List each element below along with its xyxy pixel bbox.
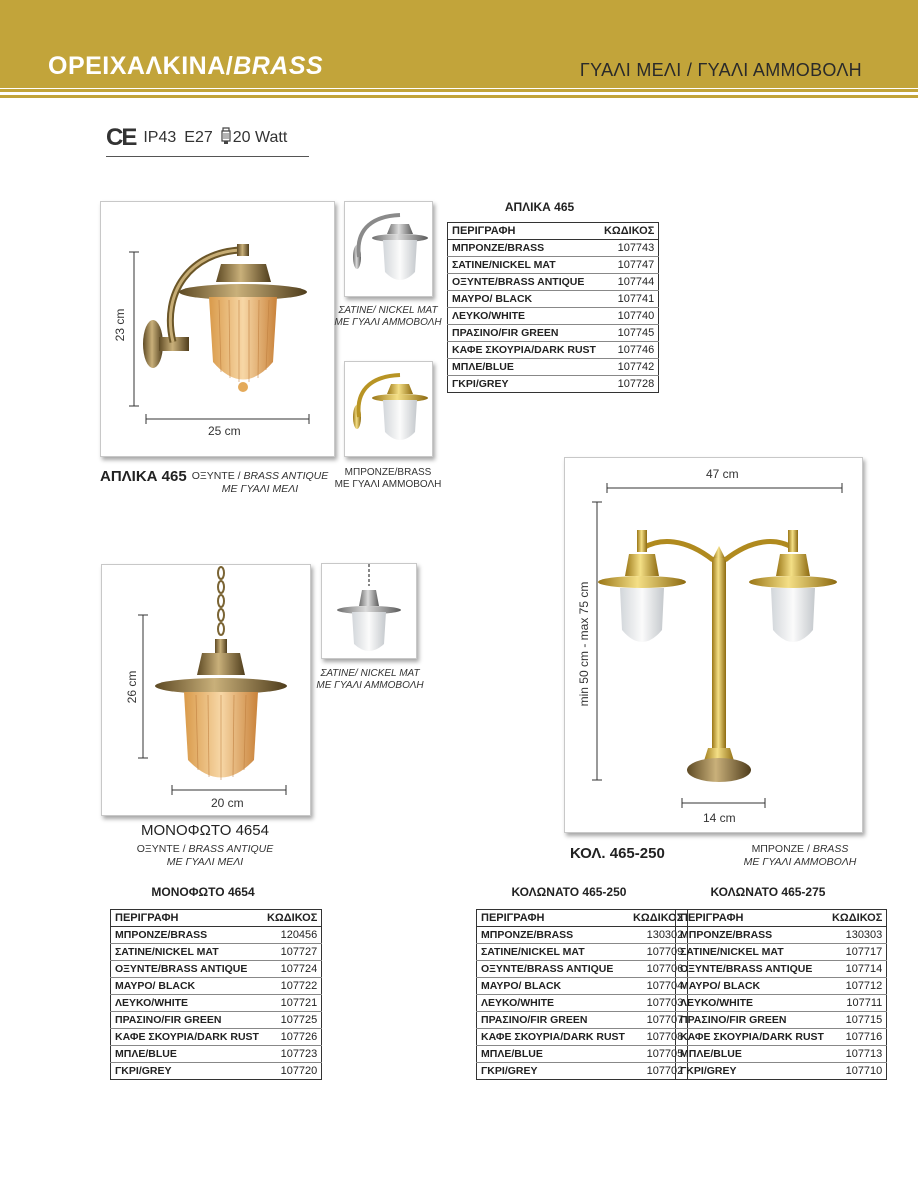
row-description: ΚΑΦΕ ΣΚΟΥΡΙΑ/DARK RUST [448,342,600,359]
wall-lamp-variant-caption: ΜΠΡΟΝΖΕ/BRASS ΜΕ ΓΥΑΛΙ ΑΜΜΟΒΟΛΗ [334,467,442,490]
row-code: 107722 [263,978,322,995]
row-code: 130302 [629,927,688,944]
column-header-description: ΠΕΡΙΓΡΑΦΗ [111,910,263,927]
bulb-icon [221,127,231,149]
row-description: ΛΕΥΚΟ/WHITE [477,995,629,1012]
row-description: ΣΑΤΙΝΕ/NICKEL MAT [676,944,828,961]
row-code: 107714 [828,961,887,978]
row-description: ΠΡΑΣΙΝΟ/FIR GREEN [111,1012,263,1029]
row-description: ΛΕΥΚΟ/WHITE [111,995,263,1012]
pendant-finish: ΟΞΥΝΤΕ / BRASS ANTIQUE ΜΕ ΓΥΑΛΙ ΜΕΛΙ [136,843,274,868]
table-row [111,995,322,1012]
row-description: ΓΚΡΙ/GREY [115,1065,172,1077]
row-code: 107721 [263,995,322,1012]
row-description: ΜΑΥΡΟ/ BLACK [111,978,263,995]
row-code: 107707 [629,1012,688,1029]
table-title: ΑΠΛΙΚΑ 465 [504,200,575,214]
row-description: ΜΠΡΟΝΖΕ/BRASS [477,927,629,944]
wall-lamp-name: ΑΠΛΙΚΑ 465 [100,468,187,485]
post-lamp-base: 14 cm [703,811,736,825]
row-description: ΟΞΥΝΤΕ/BRASS ANTIQUE [477,961,629,978]
socket-type: E27 [184,129,213,146]
wall-lamp-height: 23 cm [113,308,127,342]
post-lamp-name: ΚΟΛ. 465-250 [570,845,665,862]
table-row [676,1046,887,1063]
row-code: 107710 [845,1065,883,1077]
ip-rating: IP43 [143,129,177,146]
row-code: 107704 [629,978,688,995]
table-row [111,944,322,961]
table-row [111,1063,322,1080]
column-header-description: ΠΕΡΙΓΡΑΦΗ [477,910,629,927]
pendant-variant-caption: ΣΑΤΙΝΕ/ NICKEL MAT ΜΕ ΓΥΑΛΙ ΑΜΜΟΒΟΛΗ [316,668,424,691]
row-code: 107723 [263,1046,322,1063]
table-row [676,995,887,1012]
table-row [676,1012,887,1029]
row-description: ΜΠΛΕ/BLUE [477,1046,629,1063]
row-description: ΜΠΡΟΝΖΕ/BRASS [676,927,828,944]
post-lamp-height: min 50 cm - max 75 cm [577,581,591,707]
row-description: ΜΑΥΡΟ/ BLACK [676,978,828,995]
post-lamp-width: 47 cm [706,467,739,481]
row-code: 107708 [629,1029,688,1046]
column-header-description: ΠΕΡΙΓΡΑΦΗ [448,223,600,240]
row-code: 107703 [629,995,688,1012]
table-row [477,927,688,944]
pendant-height: 26 cm [125,670,139,704]
table-row [676,927,887,944]
row-description: ΛΕΥΚΟ/WHITE [676,995,828,1012]
row-code: 107725 [263,1012,322,1029]
table-row [111,1029,322,1046]
column-header-code: ΚΩΔΙΚΟΣ [828,910,887,927]
table-row [448,308,659,325]
table-row [477,944,688,961]
row-code: 107741 [600,291,659,308]
table-row [448,342,659,359]
code-table-465-250 [476,909,688,1080]
pendant-name: ΜΟΝΟΦΩΤΟ 4654 [141,822,269,839]
row-code: 107726 [263,1029,322,1046]
row-code: 107724 [263,961,322,978]
row-code: 107713 [828,1046,887,1063]
row-description: ΠΡΑΣΙΝΟ/FIR GREEN [477,1012,629,1029]
row-code: 130303 [828,927,887,944]
wall-lamp-variant-caption: ΣΑΤΙΝΕ/ NICKEL MAT ΜΕ ΓΥΑΛΙ ΑΜΜΟΒΟΛΗ [334,305,442,328]
table-row [111,978,322,995]
page-title: ΟΡΕΙΧΑΛΚΙΝΑ/BRASS [48,52,324,80]
row-code: 107746 [600,342,659,359]
table-row [477,1012,688,1029]
column-header-code: ΚΩΔΙΚΟΣ [629,910,688,927]
table-row [676,944,887,961]
row-description: ΛΕΥΚΟ/WHITE [448,308,600,325]
row-description: ΜΠΛΕ/BLUE [448,359,600,376]
table-row [477,1063,688,1080]
row-description: ΟΞΥΝΤΕ/BRASS ANTIQUE [111,961,263,978]
row-code: 107744 [600,274,659,291]
row-description: ΜΠΡΟΝΖΕ/BRASS [448,240,600,257]
column-header-code: ΚΩΔΙΚΟΣ [263,910,322,927]
page-subtitle: ΓΥΑΛΙ ΜΕΛΙ / ΓΥΑΛΙ ΑΜΜΟΒΟΛΗ [579,60,862,80]
table-row [477,978,688,995]
spec-strip [106,120,309,157]
row-code: 107717 [828,944,887,961]
row-code: 107742 [600,359,659,376]
code-table-465-275 [675,909,887,1080]
row-description: ΣΑΤΙΝΕ/NICKEL MAT [111,944,263,961]
ce-mark: CE [106,124,136,151]
row-code: 107745 [600,325,659,342]
table-row [111,1012,322,1029]
row-code: 120456 [263,927,322,944]
table-header-row [448,223,659,240]
wall-lamp-brass-photo [344,361,433,457]
table-row [477,961,688,978]
post-lamp-photo [564,457,863,833]
row-code: 107706 [629,961,688,978]
row-code: 107747 [600,257,659,274]
row-description: ΣΑΤΙΝΕ/NICKEL MAT [477,944,629,961]
table-row [477,1046,688,1063]
row-code: 107712 [828,978,887,995]
table-header-row [676,910,887,927]
row-code: 107709 [629,944,688,961]
wall-lamp-finish: ΟΞΥΝΤΕ / BRASS ANTIQUE ΜΕ ΓΥΑΛΙ ΜΕΛΙ [191,470,329,495]
row-description: ΠΡΑΣΙΝΟ/FIR GREEN [448,325,600,342]
table-header-row [111,910,322,927]
row-description: ΜΑΥΡΟ/ BLACK [477,978,629,995]
table-row [111,961,322,978]
table-title: ΜΟΝΟΦΩΤΟ 4654 [151,885,255,899]
row-description: ΚΑΦΕ ΣΚΟΥΡΙΑ/DARK RUST [111,1029,263,1046]
table-row [448,291,659,308]
row-code: 107740 [600,308,659,325]
row-code: 107727 [263,944,322,961]
row-description: ΟΞΥΝΤΕ/BRASS ANTIQUE [448,274,600,291]
code-table-4654 [110,909,322,1080]
row-description: ΠΡΑΣΙΝΟ/FIR GREEN [676,1012,828,1029]
row-description: ΣΑΤΙΝΕ/NICKEL MAT [448,257,600,274]
pendant-width: 20 cm [211,796,244,810]
table-row [676,1063,887,1080]
wall-lamp-width: 25 cm [208,424,241,438]
row-code: 107743 [600,240,659,257]
row-code: 107715 [828,1012,887,1029]
table-title: ΚΟΛΩΝΑΤΟ 465-250 [511,885,627,899]
table-header-row [477,910,688,927]
column-header-description: ΠΕΡΙΓΡΑΦΗ [676,910,828,927]
table-title: ΚΟΛΩΝΑΤΟ 465-275 [710,885,826,899]
row-description: ΜΠΛΕ/BLUE [111,1046,263,1063]
table-row [676,961,887,978]
row-code: 107716 [828,1029,887,1046]
table-row [448,376,659,393]
code-table-465 [447,222,659,393]
table-row [676,1029,887,1046]
table-row [448,240,659,257]
table-row [676,978,887,995]
row-code: 107720 [280,1065,318,1077]
header-rule [0,89,918,92]
table-row [448,257,659,274]
row-description: ΚΑΦΕ ΣΚΟΥΡΙΑ/DARK RUST [676,1029,828,1046]
wall-lamp-nickel-photo [344,201,433,297]
table-row [448,274,659,291]
wattage: 20 Watt [232,129,288,146]
row-description: ΜΠΛΕ/BLUE [676,1046,828,1063]
pendant-nickel-photo [321,563,417,659]
header-rule [0,95,918,98]
row-description: ΜΑΥΡΟ/ BLACK [448,291,600,308]
row-description: ΜΠΡΟΝΖΕ/BRASS [111,927,263,944]
wall-lamp-photo [100,201,335,457]
table-row [477,995,688,1012]
post-lamp-finish: ΜΠΡΟΝΖΕ / BRASS ΜΕ ΓΥΑΛΙ ΑΜΜΟΒΟΛΗ [743,843,857,868]
row-description: ΓΚΡΙ/GREY [481,1065,538,1077]
row-description: ΟΞΥΝΤΕ/BRASS ANTIQUE [676,961,828,978]
table-row [111,927,322,944]
row-description: ΓΚΡΙ/GREY [680,1065,737,1077]
table-row [448,359,659,376]
row-description: ΓΚΡΙ/GREY [452,378,509,390]
row-code: 107711 [828,995,887,1012]
row-description: ΚΑΦΕ ΣΚΟΥΡΙΑ/DARK RUST [477,1029,629,1046]
row-code: 107705 [629,1046,688,1063]
table-row [448,325,659,342]
row-code: 107702 [646,1065,684,1077]
table-row [477,1029,688,1046]
row-code: 107728 [617,378,655,390]
column-header-code: ΚΩΔΙΚΟΣ [600,223,659,240]
table-row [111,1046,322,1063]
